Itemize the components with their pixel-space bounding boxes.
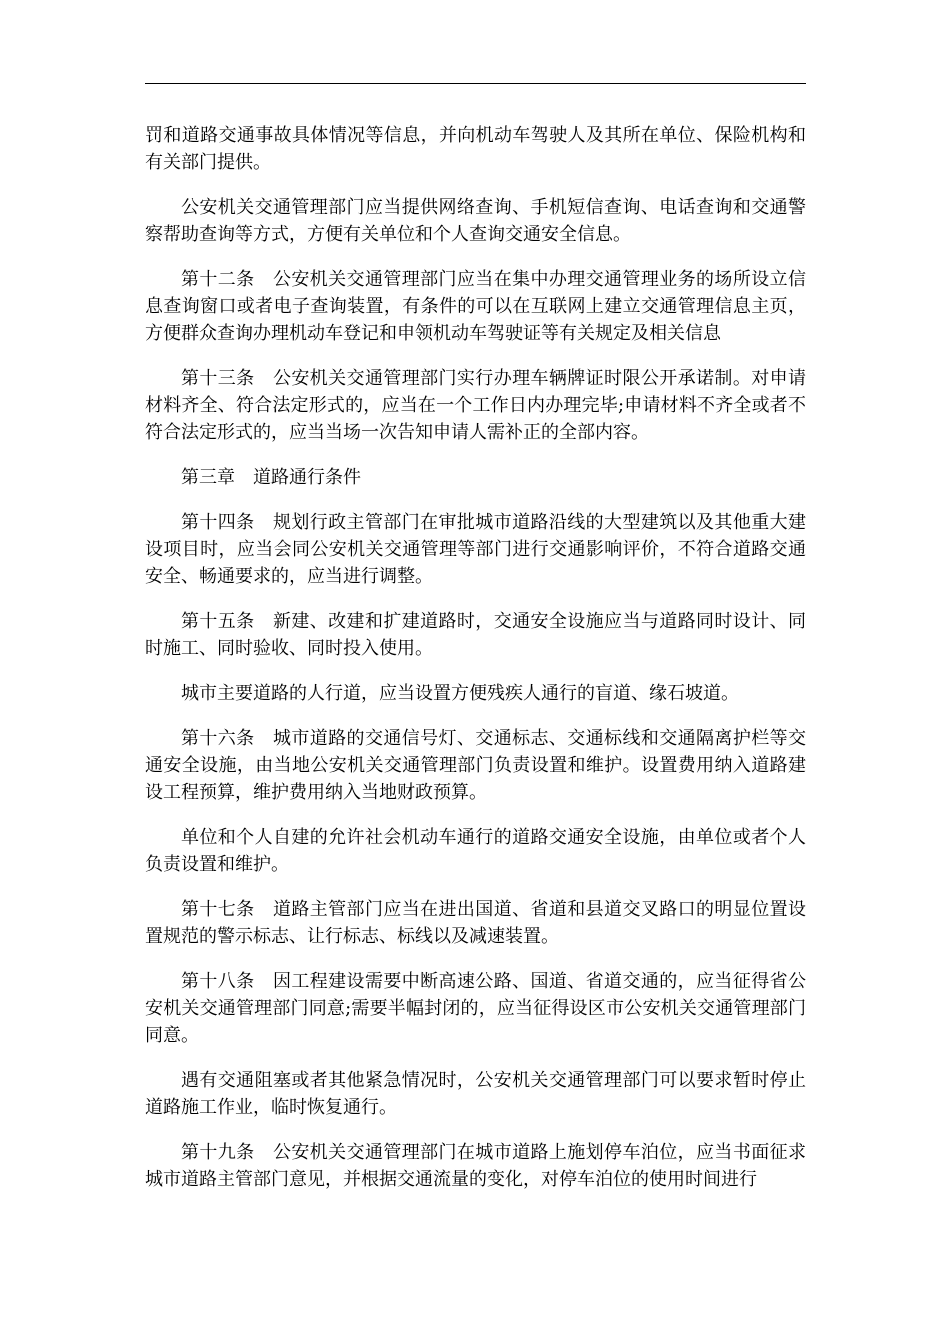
article-12: 第十二条 公安机关交通管理部门应当在集中办理交通管理业务的场所设立信息查询窗口或者电子查询装置，有条件的可以在互联网上建立交通管理信息主页，方便群众查询办理机动车登记和申领机动车驾驶证等有关规定及相关信息 (145, 269, 806, 344)
paragraph-emergency: 遇有交通阻塞或者其他紧急情况时，公安机关交通管理部门可以要求暂时停止道路施工作业，临时恢复通行。 (145, 1070, 806, 1118)
article-18: 第十八条 因工程建设需要中断高速公路、国道、省道交通的，应当征得省公安机关交通管理部门同意;需要半幅封闭的，应当征得设区市公安机关交通管理部门同意。 (145, 971, 806, 1046)
paragraph-sidewalks: 城市主要道路的人行道，应当设置方便残疾人通行的盲道、缘石坡道。 (181, 683, 739, 704)
header-rule (145, 83, 806, 84)
article-15: 第十五条 新建、改建和扩建道路时，交通安全设施应当与道路同时设计、同时施工、同时验收、同时投入使用。 (145, 611, 806, 659)
article-16: 第十六条 城市道路的交通信号灯、交通标志、交通标线和交通隔离护栏等交通安全设施，由当地公安机关交通管理部门负责设置和维护。设置费用纳入道路建设工程预算，维护费用纳入当地财政预算。 (145, 728, 806, 803)
article-13: 第十三条 公安机关交通管理部门实行办理车辆牌证时限公开承诺制。对申请材料齐全、符合法定形式的，应当在一个工作日内办理完毕;申请材料不齐全或者不符合法定形式的，应当当场一次告知申请人需补正的全部内容。 (145, 368, 806, 443)
chapter-3-heading: 第三章 道路通行条件 (181, 467, 361, 488)
article-19: 第十九条 公安机关交通管理部门在城市道路上施划停车泊位，应当书面征求城市道路主管部门意见，并根据交通流量的变化，对停车泊位的使用时间进行 (145, 1142, 806, 1190)
article-17: 第十七条 道路主管部门应当在进出国道、省道和县道交叉路口的明显位置设置规范的警示标志、让行标志、标线以及减速装置。 (145, 899, 806, 947)
paragraph-self-built-facilities: 单位和个人自建的允许社会机动车通行的道路交通安全设施，由单位或者个人负责设置和维护。 (145, 827, 806, 875)
article-14: 第十四条 规划行政主管部门在审批城市道路沿线的大型建筑以及其他重大建设项目时，应当会同公安机关交通管理等部门进行交通影响评价，不符合道路交通安全、畅通要求的，应当进行调整。 (145, 512, 806, 587)
paragraph-continuation: 罚和道路交通事故具体情况等信息，并向机动车驾驶人及其所在单位、保险机构和有关部门提供。 (145, 125, 806, 173)
paragraph-query-methods: 公安机关交通管理部门应当提供网络查询、手机短信查询、电话查询和交通警察帮助查询等方式，方便有关单位和个人查询交通安全信息。 (145, 197, 806, 245)
document-body (145, 122, 806, 1211)
